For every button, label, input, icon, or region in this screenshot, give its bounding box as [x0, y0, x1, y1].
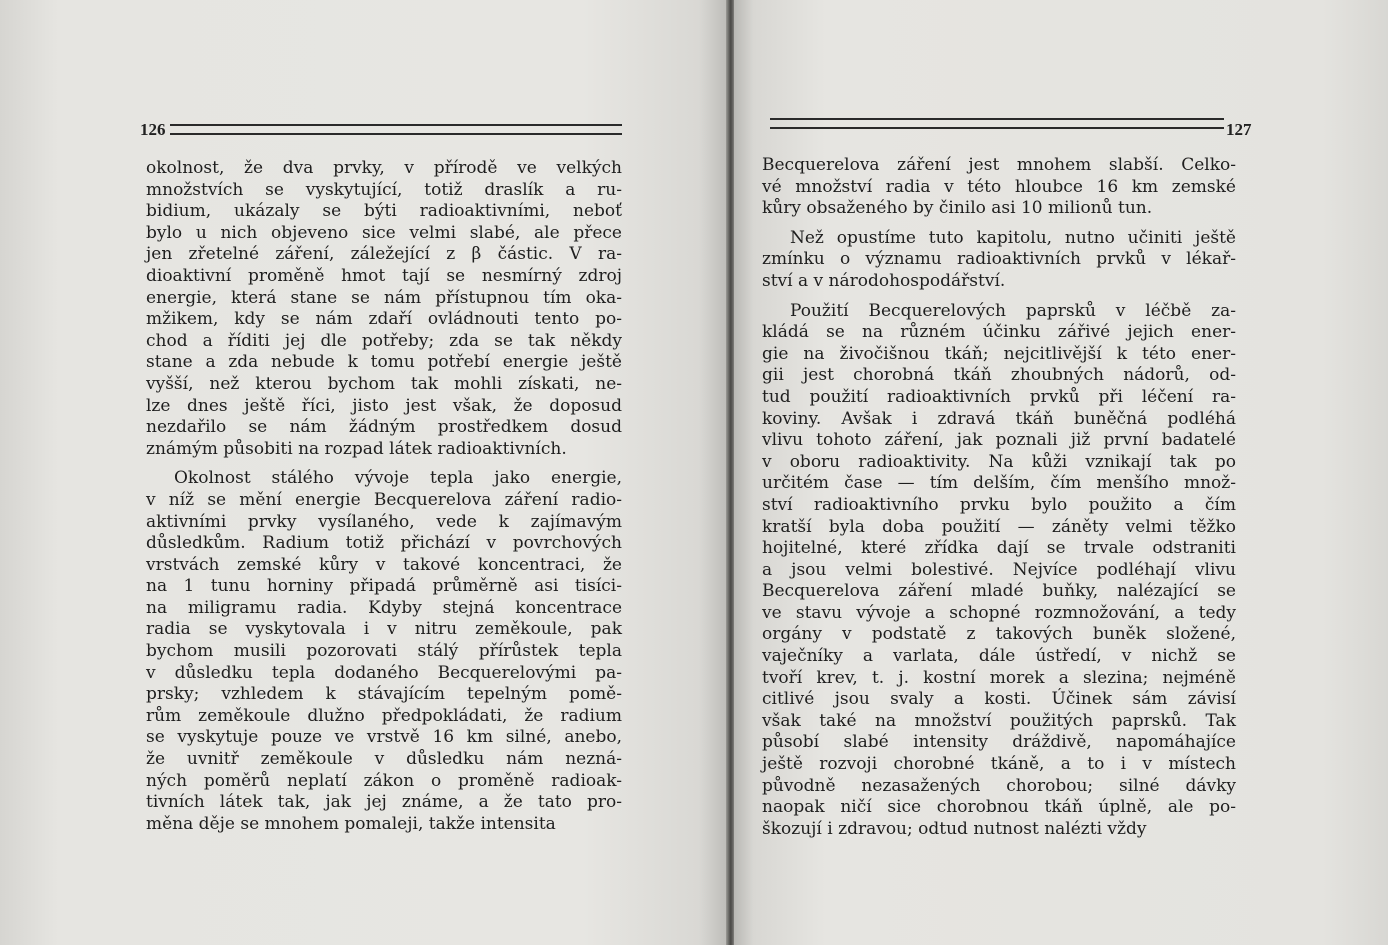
text-line: bylo u nich objeveno sice velmi slabé, ale přece [146, 222, 622, 243]
text-line: na miligramu radia. Kdyby stejná koncentrace [146, 597, 622, 618]
text-line: orgány v podstatě z takových buněk složené, [762, 624, 1236, 645]
text-line: gii jest chorobná tkáň zhoubných nádorů, od- [762, 365, 1236, 386]
text-line: Než opustíme tuto kapitolu, nutno učiniti ještě [790, 227, 1236, 248]
text-line: Becquerelova záření mladé buňky, nalézající se [762, 581, 1236, 602]
text-line: kratší byla doba použití — záněty velmi těžko [762, 516, 1236, 537]
text-line: okolnost, že dva prvky, v přírodě ve velkých [146, 158, 622, 178]
text-line: Becquerelova záření jest mnohem slabší. Celko- [762, 155, 1236, 175]
text-line: ve stavu vývoje a schopné rozmnožování, a tedy [762, 602, 1236, 623]
text-line: původně nezasažených chorobou; silné dávky [762, 775, 1236, 796]
text-line: se vyskytuje pouze ve vrstvě 16 km silné, anebo, [146, 727, 622, 748]
text-line: množstvích se vyskytující, totiž draslík a ru- [146, 179, 622, 200]
text-line: v níž se mění energie Becquerelova záření radio- [146, 489, 622, 510]
text-line: vyšší, než kterou bychom tak mohli získati, ne- [146, 373, 622, 394]
text-line: kůry obsaženého by činilo asi 10 milionů tun. [762, 198, 1153, 219]
paragraph-gap [146, 460, 622, 468]
text-line: ství a v národohospodářství. [762, 270, 1006, 291]
text-line: v oboru radioaktivity. Na kůži vznikají tak po [762, 451, 1236, 472]
right-page-number: 127 [1226, 120, 1252, 139]
text-line: vrstvách zemské kůry v takové koncentraci, že [146, 554, 622, 575]
text-line: vaječníky a varlata, dále ústředí, v nichž se [762, 646, 1236, 667]
paragraph-gap [762, 293, 1236, 301]
text-line: hojitelné, které zřídka dají se trvale odstraniti [762, 538, 1236, 559]
text-line: měna děje se mnohem pomaleji, takže intensita [146, 813, 556, 834]
text-line: naopak ničí sice chorobnou tkáň úplně, ale po- [762, 797, 1236, 818]
text-line: citlivé jsou svaly a kosti. Účinek sám závisí [762, 689, 1236, 710]
text-line: radia se vyskytovala i v nitru zeměkoule, pak [146, 619, 622, 640]
text-line: energie, která stane se nám přístupnou tím oka- [146, 287, 622, 308]
text-line: bychom musili pozorovati stálý přírůstek tepla [146, 641, 622, 662]
text-line: a jsou velmi bolestivé. Nejvíce podléhají vlivu [762, 559, 1236, 580]
text-line: známým působiti na rozpad látek radioaktivních. [146, 438, 567, 459]
text-line: dioaktivní proměně hmot tají se nesmírný zdroj [146, 265, 622, 286]
text-line: ství radioaktivního prvku bylo použito a čím [762, 494, 1236, 515]
paragraph [146, 158, 622, 460]
text-line: ných poměrů neplatí zákon o proměně radioak- [146, 770, 622, 791]
right-page [734, 0, 1388, 945]
left-page-number: 126 [140, 120, 166, 139]
text-line: kládá se na různém účinku zářivé jejich ener- [762, 322, 1236, 343]
text-line: aktivními prvky vysílaného, vede k zajímavým [146, 511, 622, 532]
text-line: gie na živočišnou tkáň; nejcitlivější k této ener- [762, 343, 1236, 364]
text-line: vlivu tohoto záření, jak poznali již první badatelé [762, 430, 1236, 451]
right-header-rule [770, 118, 1224, 129]
paragraph [146, 468, 622, 835]
text-line: prsky; vzhledem k stávajícím tepelným pomě- [146, 684, 622, 705]
text-line: zmínku o významu radioaktivních prvků v lékař- [762, 249, 1236, 270]
text-line: vé množství radia v této hloubce 16 km zemské [762, 176, 1236, 197]
text-line: však také na množství použitých paprsků. Tak [762, 710, 1236, 731]
text-line: působí slabé intensity dráždivě, napomáhajíce [762, 732, 1236, 753]
text-line: důsledkům. Radium totiž přichází v povrchových [146, 533, 622, 554]
paragraph [762, 228, 1236, 293]
right-page-text [762, 155, 1236, 840]
text-line: koviny. Avšak i zdravá tkáň buněčná podléhá [762, 408, 1236, 429]
left-page-text [146, 158, 622, 835]
text-line: Okolnost stálého vývoje tepla jako energie, [174, 468, 622, 489]
text-line: ještě rozvoji chorobné tkáně, a to i v místech [762, 754, 1236, 775]
text-line: rům zeměkoule dlužno předpokládati, že radium [146, 705, 622, 726]
text-line: stane a zda nebude k tomu potřebí energie ještě [146, 352, 622, 373]
text-line: tud použití radioaktivních prvků při léčení ra- [762, 386, 1236, 407]
left-header-rule [170, 124, 622, 135]
text-line: bidium, ukázaly se býti radioaktivními, neboť [146, 201, 622, 222]
text-line: jen zřetelné záření, záležející z β částic. V ra- [146, 244, 622, 265]
text-line: škozují i zdravou; odtud nutnost nalézti vždy [762, 818, 1147, 839]
text-line: na 1 tunu horniny připadá průměrně asi tisíci- [146, 576, 622, 597]
text-line: že uvnitř zeměkoule v důsledku nám nezná- [146, 749, 622, 770]
paragraph-gap [762, 220, 1236, 228]
text-line: mžikem, kdy se nám zdaří ovládnouti tento po- [146, 309, 622, 330]
text-line: tvoří krev, t. j. kostní morek a slezina; nejméně [762, 667, 1236, 688]
paragraph [762, 301, 1236, 841]
text-line: chod a říditi jej dle potřeby; zda se tak někdy [146, 330, 622, 351]
text-line: nezdařilo se nám žádným prostředkem dosud [146, 417, 622, 438]
text-line: Použití Becquerelových paprsků v léčbě za- [790, 300, 1236, 321]
text-line: v důsledku tepla dodaného Becquerelovými pa- [146, 662, 622, 683]
paragraph [762, 155, 1236, 220]
text-line: určitém čase — tím delším, čím menšího množ- [762, 473, 1236, 494]
text-line: tivních látek tak, jak jej známe, a že tato pro- [146, 792, 622, 813]
text-line: lze dnes ještě říci, jisto jest však, že doposud [146, 395, 622, 416]
